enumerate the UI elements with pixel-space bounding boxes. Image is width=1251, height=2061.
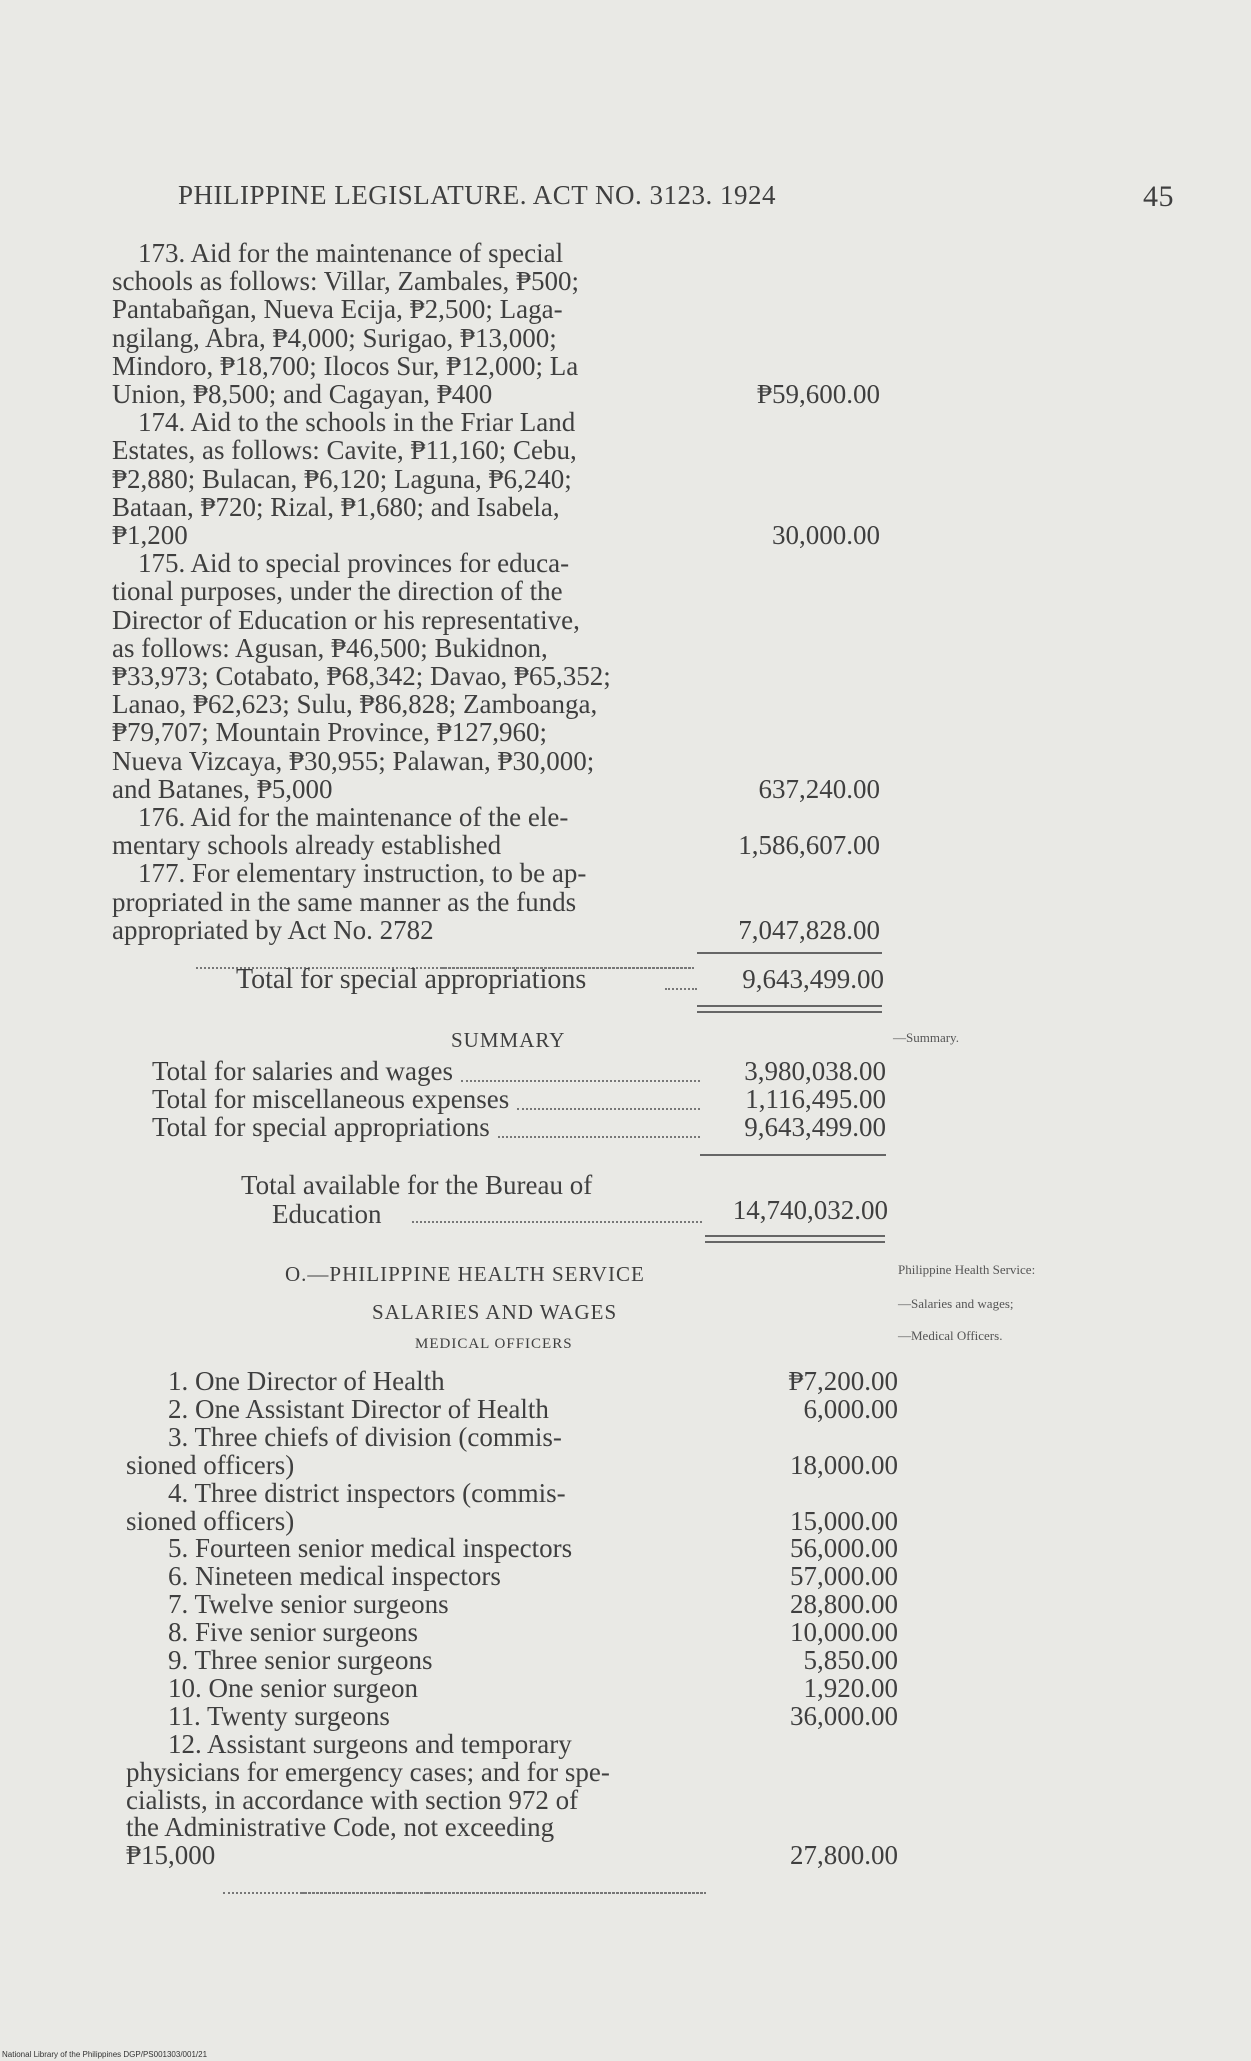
health-item-amount: 5,850.00 <box>803 1645 898 1675</box>
special-item-line: mentary schools already established <box>112 830 502 861</box>
special-item-line: Director of Education or his representative, <box>112 604 580 635</box>
summary-total-amount: 14,740,032.00 <box>732 1195 888 1225</box>
special-item-line: Mindoro, ₱18,700; Ilocos Sur, ₱12,000; La <box>112 350 579 381</box>
special-item-amount: 1,586,607.00 <box>738 830 880 861</box>
summary-row-label: Total for salaries and wages <box>152 1056 453 1086</box>
health-subheading: SALARIES AND WAGES <box>372 1300 618 1324</box>
special-item-line: schools as follows: Villar, Zambales, ₱500; <box>112 266 580 297</box>
health-item-amount: 28,800.00 <box>790 1589 898 1620</box>
health-margin-note-2: —Salaries and wages; <box>898 1296 1014 1311</box>
double-rule-bottom <box>697 1011 882 1013</box>
total-special-amount: 9,643,499.00 <box>742 964 884 994</box>
health-item-line: 1. One Director of Health <box>168 1366 445 1396</box>
summary-total-dots <box>412 1221 702 1223</box>
special-item-line: Nueva Vizcaya, ₱30,955; Palawan, ₱30,000; <box>112 745 595 776</box>
special-item-line: tional purposes, under the direction of the <box>112 576 563 607</box>
health-item-amount: 36,000.00 <box>790 1700 898 1731</box>
special-item-line: appropriated by Act No. 2782 <box>112 914 434 945</box>
special-item-amount: 637,240.00 <box>758 773 880 804</box>
health-item-line: 9. Three senior surgeons <box>168 1645 433 1675</box>
health-item-line: 8. Five senior surgeons <box>168 1617 418 1648</box>
health-item-amount: 15,000.00 <box>790 1505 898 1536</box>
health-item-amount: 27,800.00 <box>790 1840 898 1871</box>
health-item-amount: ₱7,200.00 <box>788 1366 898 1396</box>
special-item-line: ₱2,880; Bulacan, ₱6,120; Laguna, ₱6,240; <box>112 463 572 494</box>
special-item-line: Estates, as follows: Cavite, ₱11,160; Cebu, <box>112 435 577 466</box>
health-item-line: 7. Twelve senior surgeons <box>168 1589 449 1620</box>
special-item-line: Bataan, ₱720; Rizal, ₱1,680; and Isabela, <box>112 491 560 522</box>
special-item-line: ₱79,707; Mountain Province, ₱127,960; <box>112 717 548 748</box>
total-special-dots <box>665 988 697 990</box>
health-item-amount: 10,000.00 <box>790 1617 898 1648</box>
special-item-line: 175. Aid to special provinces for educa- <box>138 548 570 579</box>
double-rule-top <box>697 1005 882 1007</box>
health-item-line: the Administrative Code, not exceeding <box>126 1812 555 1843</box>
summary-row-dots <box>461 1080 700 1082</box>
summary-row-dots <box>517 1108 700 1110</box>
health-item-line: 10. One senior surgeon <box>168 1672 418 1703</box>
summary-heading: SUMMARY <box>451 1028 566 1052</box>
health-item-line: 2. One Assistant Director of Health <box>168 1393 549 1424</box>
health-item-line: 4. Three district inspectors (commis- <box>168 1477 566 1508</box>
health-item-amount: 18,000.00 <box>790 1449 898 1480</box>
health-item-line: 12. Assistant surgeons and temporary <box>168 1728 572 1759</box>
health-item-line: 6. Nineteen medical inspectors <box>168 1561 501 1592</box>
health-item-line: 5. Fourteen senior medical inspectors <box>168 1533 573 1564</box>
special-item-line: 174. Aid to the schools in the Friar Land <box>138 407 576 438</box>
health-item-line: 3. Three chiefs of division (commis- <box>168 1421 562 1452</box>
page-number: 45 <box>1143 180 1174 213</box>
special-item-amount: ₱59,600.00 <box>756 379 880 409</box>
summary-row-label: Total for special appropriations <box>152 1112 490 1142</box>
health-subsubheading: MEDICAL OFFICERS <box>415 1336 573 1352</box>
special-item-line: 176. Aid for the maintenance of the ele- <box>138 802 569 832</box>
summary-row-amount: 3,980,038.00 <box>744 1056 886 1086</box>
health-margin-note-1: Philippine Health Service: <box>898 1262 1036 1277</box>
running-head-text: PHILIPPINE LEGISLATURE. ACT NO. 3123. 1924 <box>178 180 777 210</box>
summary-row-amount: 9,643,499.00 <box>744 1112 886 1142</box>
total-rule <box>697 952 882 954</box>
special-item-line: and Batanes, ₱5,000 <box>112 773 333 804</box>
summary-double-bottom <box>705 1241 885 1243</box>
health-item-amount: 6,000.00 <box>803 1393 898 1424</box>
health-item-dots <box>223 1892 706 1894</box>
health-item-amount: 57,000.00 <box>790 1561 898 1592</box>
running-head <box>178 180 776 211</box>
health-margin-note-3: —Medical Officers. <box>898 1328 1003 1343</box>
special-item-amount: 30,000.00 <box>772 520 880 550</box>
special-item-line: Lanao, ₱62,623; Sulu, ₱86,828; Zamboanga, <box>112 689 598 720</box>
summary-double-top <box>705 1235 885 1237</box>
health-heading: O.—PHILIPPINE HEALTH SERVICE <box>285 1262 645 1286</box>
health-item-line: sioned officers) <box>126 1505 295 1536</box>
special-item-line: ₱1,200 <box>112 520 188 550</box>
special-item-line: 177. For elementary instruction, to be ap- <box>138 858 587 889</box>
summary-row-dots <box>498 1136 700 1138</box>
summary-total-line2: Education <box>272 1199 382 1229</box>
health-item-line: cialists, in accordance with section 972 of <box>126 1784 579 1815</box>
special-item-line: Union, ₱8,500; and Cagayan, ₱400 <box>112 379 493 409</box>
health-item-line: 11. Twenty surgeons <box>168 1700 390 1731</box>
special-item-line: as follows: Agusan, ₱46,500; Bukidnon, <box>112 632 548 663</box>
health-item-amount: 56,000.00 <box>790 1533 898 1564</box>
special-item-line: ₱33,973; Cotabato, ₱68,342; Davao, ₱65,352; <box>112 661 611 691</box>
health-item-line: sioned officers) <box>126 1449 295 1480</box>
health-item-amount: 1,920.00 <box>803 1672 898 1703</box>
total-special-label: Total for special appropriations <box>236 964 587 995</box>
special-item-line: 173. Aid for the maintenance of special <box>138 238 564 268</box>
summary-total-line1: Total available for the Bureau of <box>241 1170 593 1200</box>
footer-credit: National Library of the Philippines DGP/PS001303/001/21 <box>2 2050 208 2059</box>
summary-row-label: Total for miscellaneous expenses <box>152 1084 510 1114</box>
summary-row-amount: 1,116,495.00 <box>745 1084 886 1114</box>
special-item-line: Pantabañgan, Nueva Ecija, ₱2,500; Laga- <box>112 294 563 325</box>
special-item-amount: 7,047,828.00 <box>738 914 880 945</box>
summary-rule <box>700 1154 886 1156</box>
special-item-line: ngilang, Abra, ₱4,000; Surigao, ₱13,000; <box>112 322 557 353</box>
health-item-line: physicians for emergency cases; and for spe- <box>126 1756 610 1787</box>
special-item-line: propriated in the same manner as the funds <box>112 886 577 917</box>
health-item-line: ₱15,000 <box>126 1840 216 1871</box>
summary-margin-note: —Summary. <box>893 1030 959 1045</box>
